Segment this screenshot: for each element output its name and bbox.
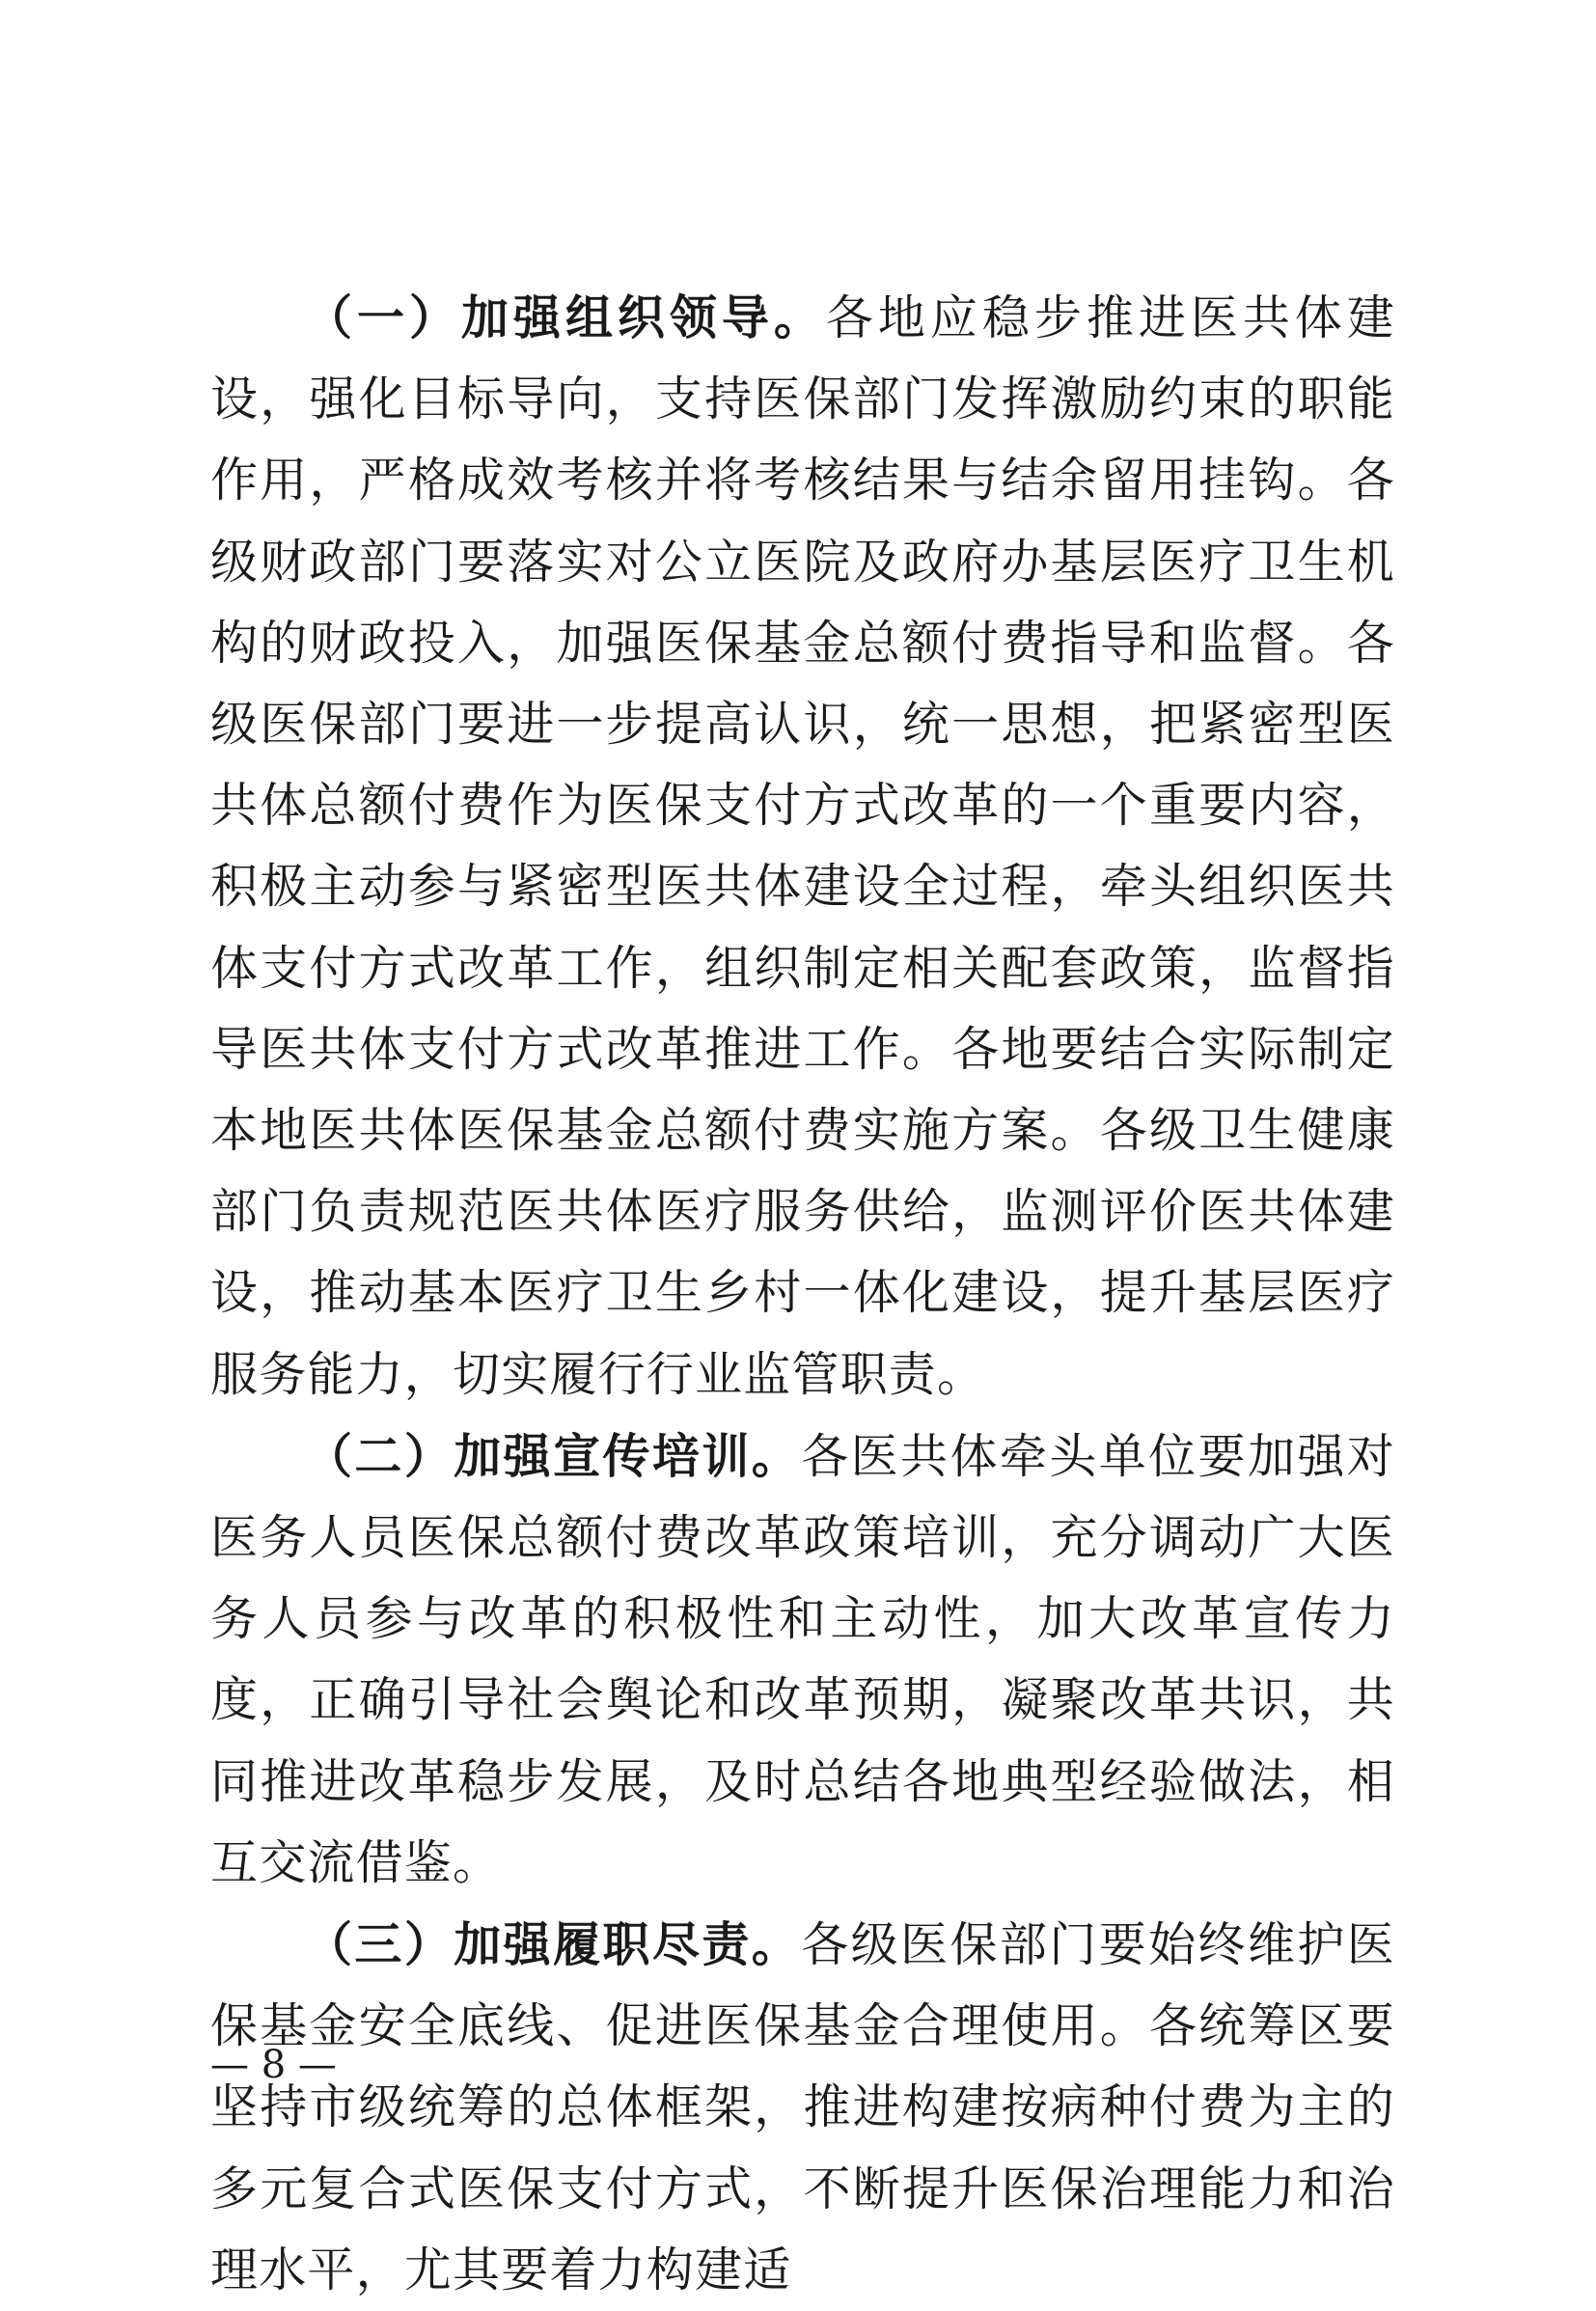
paragraph-1-text: 各地应稳步推进医共体建设，强化目标导向，支持医保部门发挥激励约束的职能作用，严格成效考核并将考核结果与结余留用挂钩。各级财政部门要落实对公立医院及政府办基层医疗卫生机构的财政投入，加强医保基金总额付费指导和监督。各级医保部门要进一步提高认识，统一思想，把紧密型医共体总额付费作为医保支付方式改革的一个重要内容，积极主动参与紧密型医共体建设全过程，牵头组织医共体支付方式改革工作，组织制定相关配套政策，监督指导医共体支付方式改革推进工作。各地要结合实际制定本地医共体医保基金总额付费实施方案。各级卫生健康部门负责规范医共体医疗服务供给，监测评价医共体建设，推动基本医疗卫生乡村一体化建设，提升基层医疗服务能力，切实履行行业监管职责。 (210, 290, 1395, 1402)
paragraph-2-text: 各医共体牵头单位要加强对医务人员医保总额付费改革政策培训，充分调动广大医务人员参与改革的积极性和主动性，加大改革宣传力度，正确引导社会舆论和改革预期，凝聚改革共识，共同推进改革稳步发展，及时总结各地典型经验做法，相互交流借鉴。 (210, 1428, 1395, 1890)
document-body (210, 277, 1395, 2311)
page-number: — 8 — (210, 2043, 337, 2087)
paragraph-3-text: 各级医保部门要始终维护医保基金安全底线、促进医保基金合理使用。各统筹区要坚持市级统筹的总体框架，推进构建按病种付费为主的多元复合式医保支付方式，不断提升医保治理能力和治理水平，尤其要着力构建适 (210, 1917, 1395, 2297)
section-heading-3: （三）加强履职尽责。 (305, 1916, 802, 1973)
paragraph-3 (210, 1904, 1395, 2311)
section-heading-2: （二）加强宣传培训。 (305, 1427, 802, 1484)
section-heading-1: （一）加强组织领导。 (305, 289, 826, 345)
paragraph-1 (210, 277, 1395, 1416)
paragraph-2 (210, 1416, 1395, 1904)
